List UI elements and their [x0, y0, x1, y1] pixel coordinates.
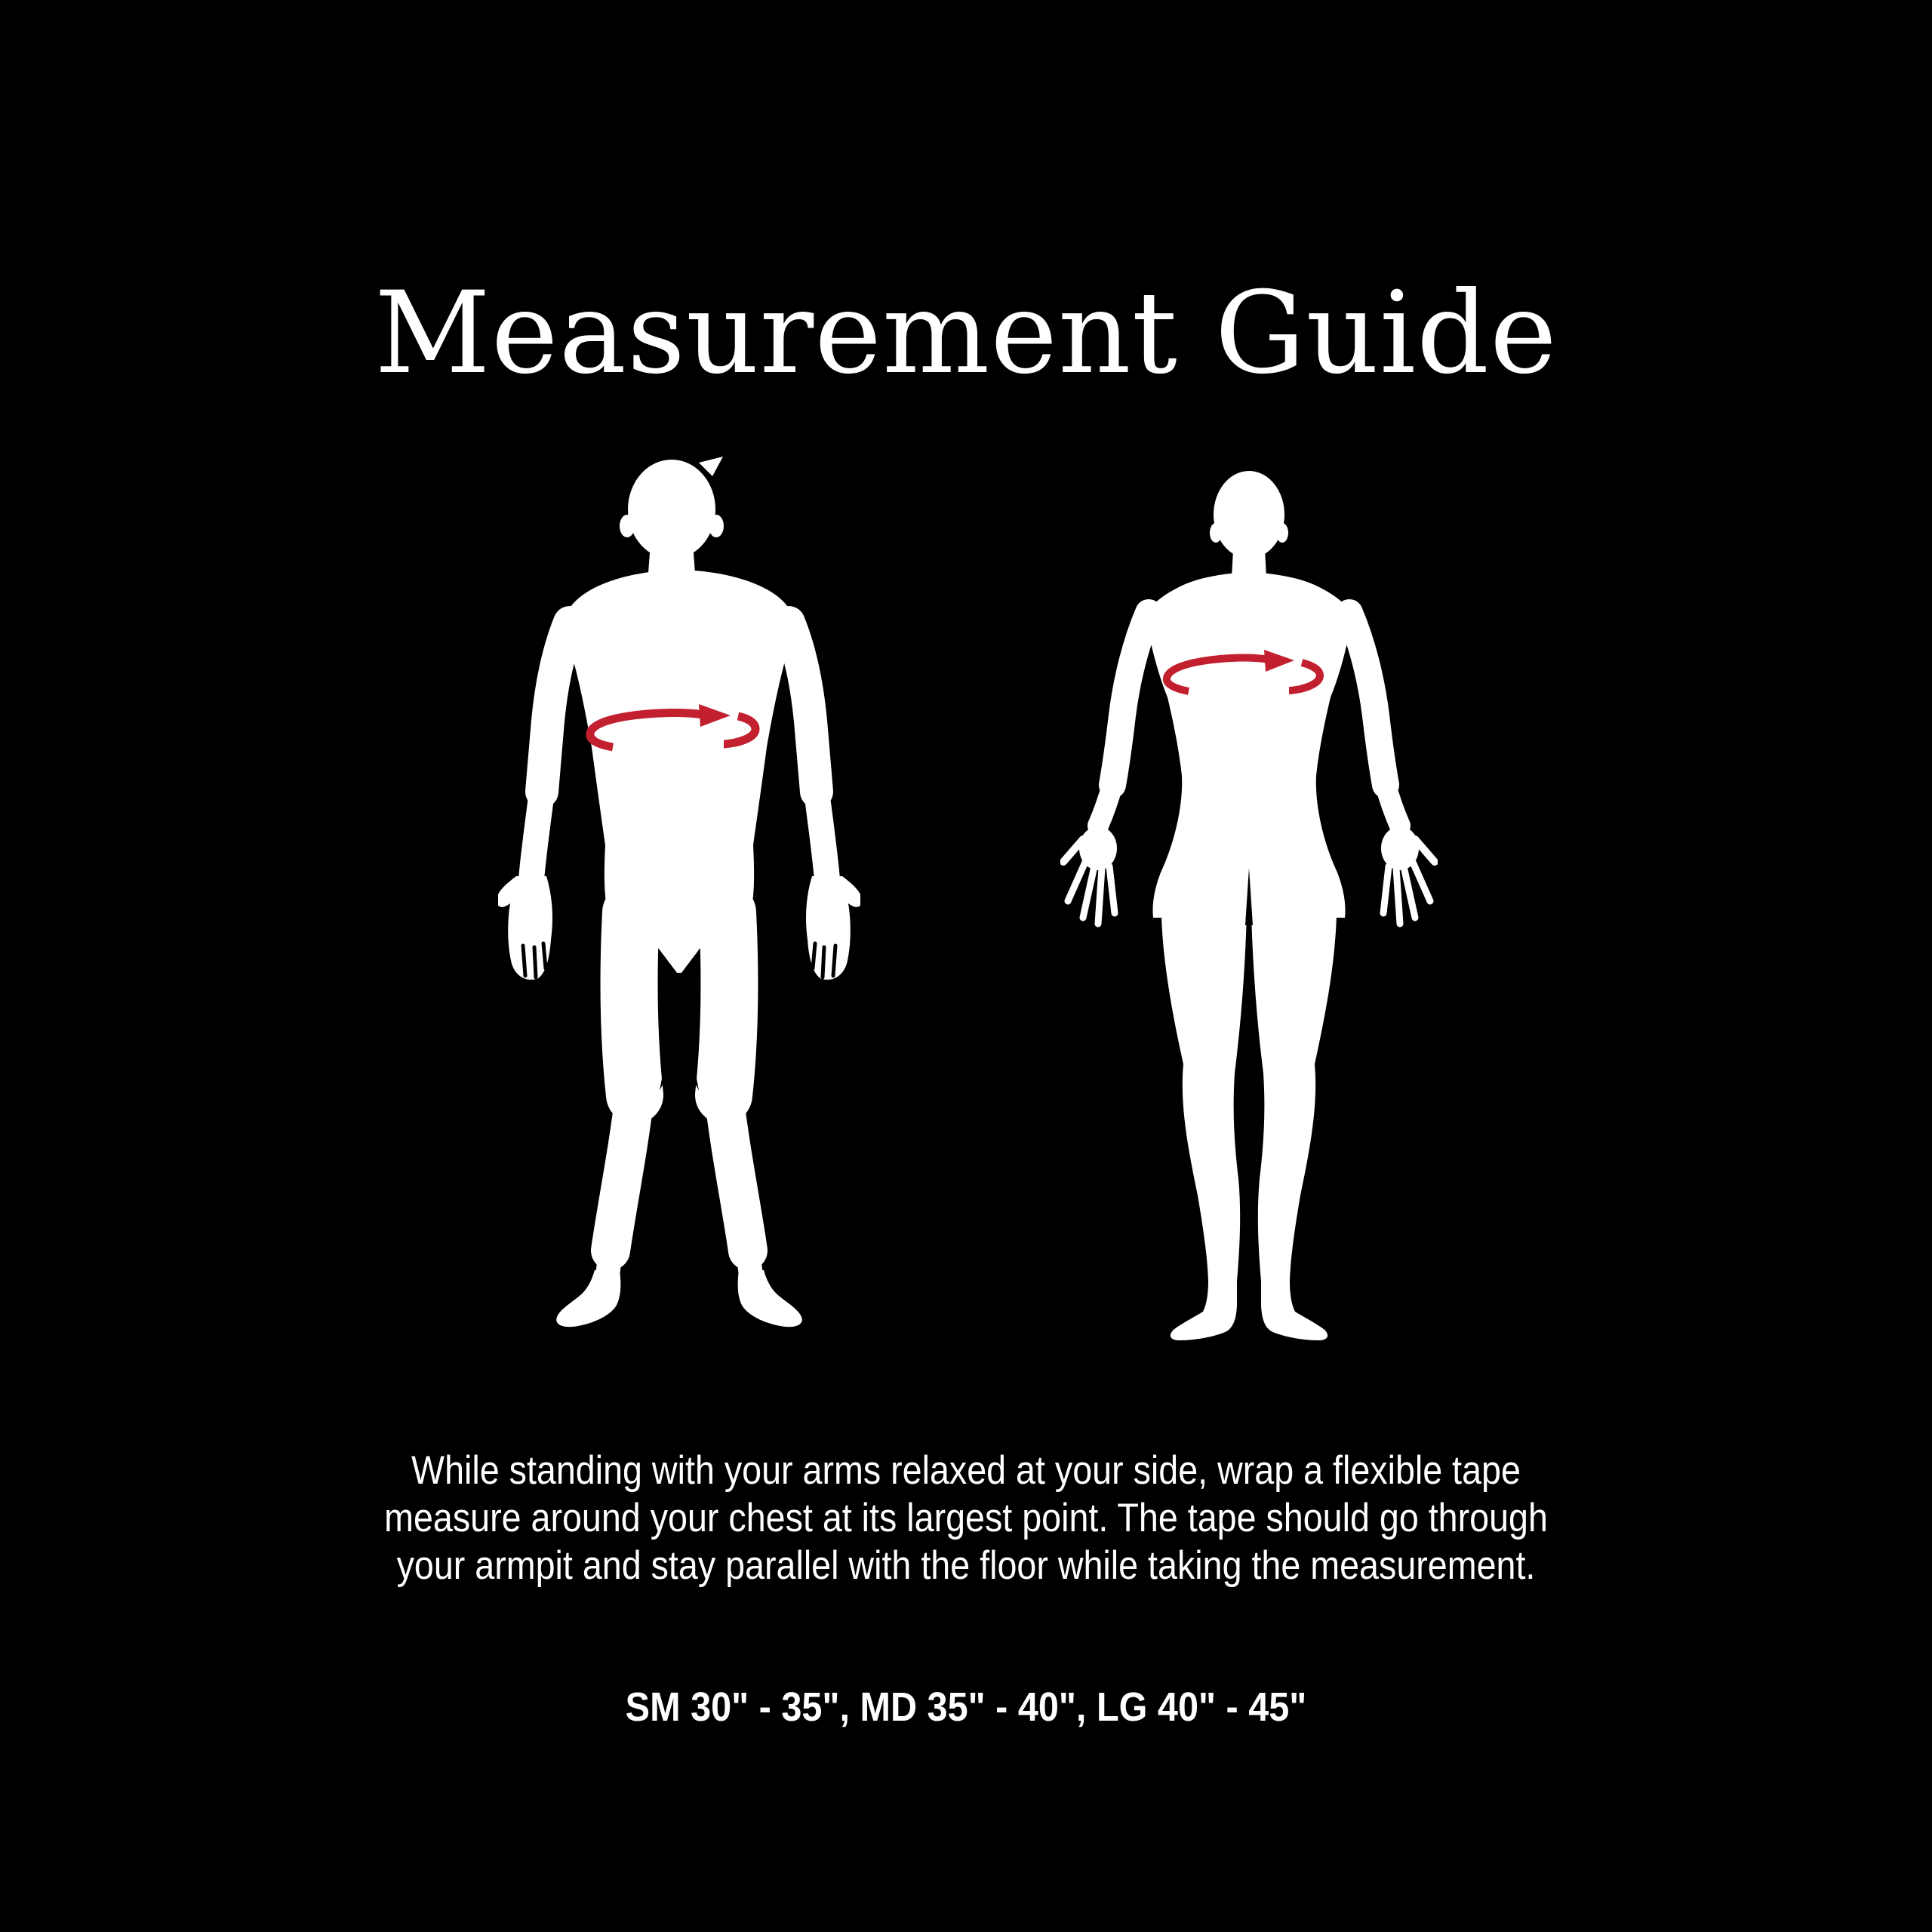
instructions-line-2: measure around your chest at its largest point. The tape should go through — [384, 1496, 1548, 1540]
page-title: Measurement Guide — [374, 267, 1558, 399]
female-silhouette-icon — [1060, 460, 1438, 1343]
instructions-line-1: While standing with your arms relaxed at your side, wrap a flexible tape — [411, 1448, 1521, 1493]
female-body — [1063, 471, 1435, 1340]
measurement-instructions — [116, 1447, 1817, 1589]
male-body — [498, 457, 860, 1327]
male-silhouette-icon — [498, 457, 860, 1332]
size-chart-text: SM 30" - 35", MD 35" - 40", LG 40" - 45" — [625, 1684, 1307, 1730]
instructions-line-3: your armpit and stay parallel with the floor while taking the measurement. — [396, 1543, 1536, 1588]
